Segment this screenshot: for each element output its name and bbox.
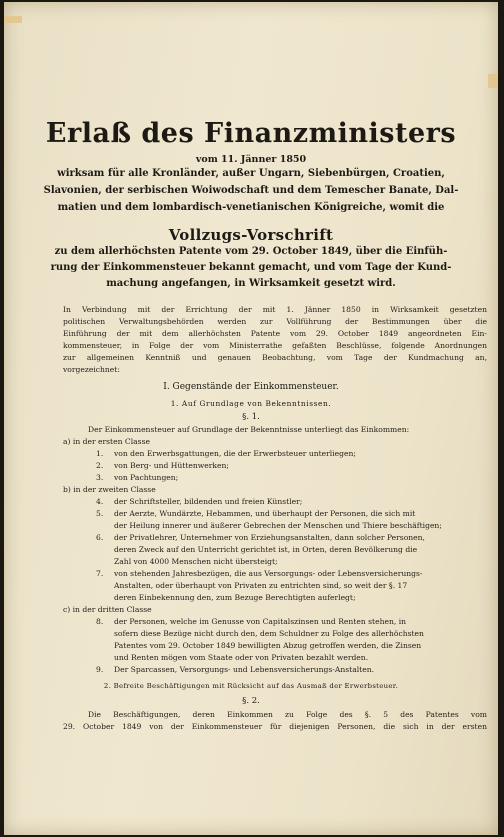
item-text: von Berg- und Hüttenwerken; [114, 461, 229, 470]
item-text: der Schriftsteller, bildenden und freien Künstler; [114, 497, 303, 506]
preamble-line: zur allgemeinen Kenntniß und genauen Beobachtung, vom Tage der Kundmachung an, [63, 353, 487, 362]
paragraph-number: §. 1. [242, 412, 260, 422]
item-number: 8. [96, 617, 104, 626]
section-heading: I. Gegenstände der Einkommensteuer. [163, 382, 339, 392]
item-number: 1. [96, 449, 104, 458]
tape-strip-top [4, 16, 22, 23]
item-number: 9. [96, 665, 104, 674]
document-subtitle: Vollzugs-Vorschrift [168, 226, 334, 244]
item-text: Zahl von 4000 Menschen nicht übersteigt; [114, 557, 278, 566]
item-text: von Pachtungen; [114, 473, 179, 482]
intro-line: matien und dem lombardisch-venetianischen Königreiche, womit die [57, 202, 445, 213]
item-number: 2. [96, 461, 104, 470]
item-text: und Renten mögen vom Staate oder von Privaten bezahlt werden. [114, 653, 369, 662]
paragraph-number: §. 2. [242, 696, 260, 706]
item-text: Der Sparcassen, Versorgungs- und Lebensversicherungs-Anstalten. [114, 665, 375, 674]
preamble-line: Einführung der mit dem allerhöchsten Patente vom 29. October 1849 angeordneten Ein- [63, 329, 487, 338]
intro-line: Slavonien, der serbischen Woiwodschaft und dem Temescher Banate, Dal- [43, 185, 459, 196]
preamble-line: kommensteuer, in Folge der vom Ministerrathe gefaßten Beschlüsse, folgende Anordnungen [63, 341, 487, 350]
item-text: von den Erwerbsgattungen, die der Erwerbsteuer unterliegen; [114, 449, 356, 458]
document-title: Erlaß des Finanzministers [45, 118, 457, 149]
item-number: 5. [96, 509, 104, 518]
lead-line: zu dem allerhöchsten Patente vom 29. October 1849, über die Einfüh- [54, 246, 448, 257]
preamble-line: vorgezeichnet: [63, 365, 120, 374]
preamble-line: politischen Verwaltungsbehörden werden zur Vollführung der Bestimmungen über die [63, 317, 487, 326]
item-number: 7. [96, 569, 104, 578]
subsection-heading: 1. Auf Grundlage von Bekenntnissen. [170, 399, 332, 408]
item-text: Anstalten, oder überhaupt von Privaten zu entrichten sind, so weit der §. 17 [114, 581, 408, 590]
paragraph-text: 29. October 1849 von der Einkommensteuer für diejenigen Personen, die sich in der ersten [63, 722, 487, 731]
item-text: Patentes vom 29. October 1849 bewilligten Abzug getroffen werden, die Zinsen [114, 641, 422, 650]
item-text: von stehenden Jahresbezügen, die aus Versorgungs- oder Lebensversicherungs- [114, 569, 423, 578]
item-number: 4. [96, 497, 104, 506]
item-number: 6. [96, 533, 104, 542]
class-label: b) in der zweiten Classe [63, 485, 156, 494]
document-page [4, 2, 498, 835]
item-text: der Personen, welche im Genusse von Capitalszinsen und Renten stehen, in [114, 617, 407, 626]
date-line: vom 11. Jänner 1850 [195, 154, 307, 165]
item-text: sofern diese Bezüge nicht durch den, dem Schuldner zu Folge des allerhöchsten [114, 629, 424, 638]
paragraph-text: Der Einkommensteuer auf Grundlage der Bekenntnisse unterliegt das Einkommen: [88, 425, 410, 434]
item-text: der Aerzte, Wundärzte, Hebammen, und überhaupt der Personen, die sich mit [114, 509, 416, 518]
item-text: deren Zweck auf den Unterricht gerichtet ist, in Orten, deren Bevölkerung die [114, 545, 418, 554]
item-text: deren Einbekennung den, zum Bezuge Berechtigten auferlegt; [114, 593, 356, 602]
tape-strip-right [488, 74, 498, 88]
paragraph-text: Die Beschäftigungen, deren Einkommen zu Folge des §. 5 des Patentes vom [88, 710, 487, 719]
lead-line: rung der Einkommensteuer bekannt gemacht, und vom Tage der Kund- [50, 262, 452, 273]
class-label: a) in der ersten Classe [63, 437, 150, 446]
preamble-line: In Verbindung mit der Errichtung der mit 1. Jänner 1850 in Wirksamkeit gesetzten [63, 305, 487, 314]
item-text: der Heilung innerer und äußerer Gebrechen der Menschen und Thiere beschäftigen; [114, 521, 442, 530]
class-label: c) in der dritten Classe [63, 605, 152, 614]
intro-line: wirksam für alle Kronländer, außer Ungarn, Siebenbürgen, Croatien, [57, 168, 445, 179]
lead-line: machung angefangen, in Wirksamkeit gesetzt wird. [106, 278, 396, 289]
item-text: der Privatlehrer, Unternehmer von Erziehungsanstalten, dann solcher Personen, [114, 533, 425, 542]
subsection-heading: 2. Befreite Beschäftigungen mit Rücksicht auf das Ausmaß der Erwerbsteuer. [103, 682, 399, 690]
item-number: 3. [96, 473, 104, 482]
